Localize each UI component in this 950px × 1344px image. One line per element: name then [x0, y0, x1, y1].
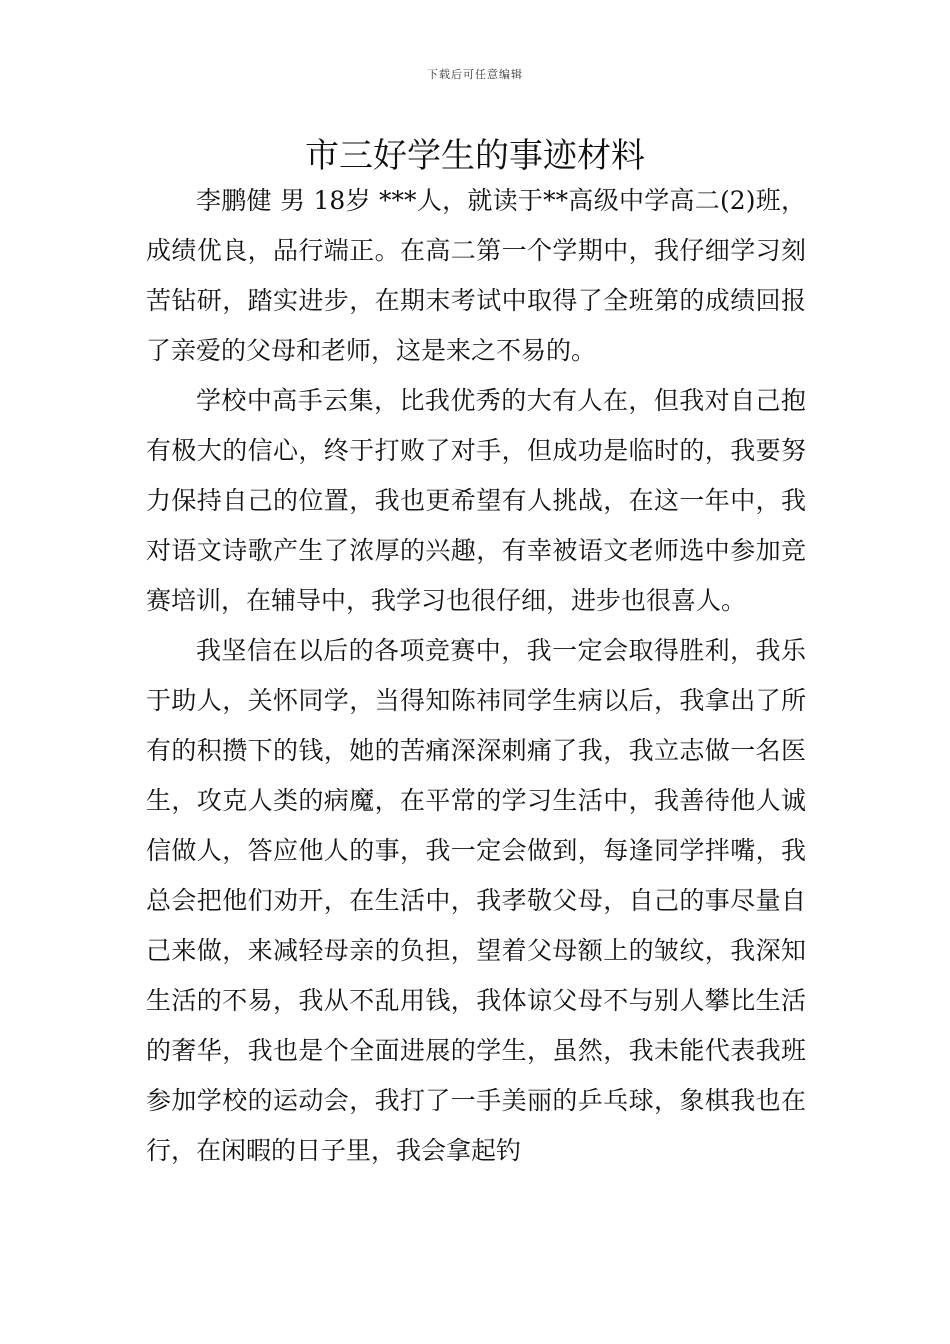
paragraph-2: 学校中高手云集，比我优秀的大有人在，但我对自己抱有极大的信心，终于打败了对手，但成功是临时的，我要努力保持自己的位置，我也更希望有人挑战，在这一年中，我对语文诗歌产生了浓厚的兴趣，有幸被语文老师选中参加竞赛培训，在辅导中，我学习也很仔细，进步也很喜人。: [146, 386, 806, 615]
document-title: 市三好学生的事迹材料: [305, 136, 645, 176]
document-body: [146, 176, 806, 1176]
paragraph-1: 李鹏健 男 18岁 ***人，就读于**高级中学高二(2)班，成绩优良，品行端正。在高二第一个学期中，我仔细学习刻苦钻研，踏实进步，在期末考试中取得了全班第的成绩回报了亲爱的父母和老师，这是来之不易的。: [146, 186, 806, 365]
paragraph-3: 我坚信在以后的各项竞赛中，我一定会取得胜利，我乐于助人，关怀同学，当得知陈祎同学生病以后，我拿出了所有的积攒下的钱，她的苦痛深深刺痛了我，我立志做一名医生，攻克人类的病魔，在平常的学习生活中，我善待他人诚信做人，答应他人的事，我一定会做到，每逢同学拌嘴，我总会把他们劝开，在生活中，我孝敬父母，自己的事尽量自己来做，来减轻母亲的负担，望着父母额上的皱纹，我深知生活的不易，我从不乱用钱，我体谅父母不与别人攀比生活的奢华，我也是个全面进展的学生，虽然，我未能代表我班参加学校的运动会，我打了一手美丽的乒乓球，象棋我也在行，在闲暇的日子里，我会拿起钓: [146, 636, 806, 1165]
header-note: 下载后可任意编辑: [427, 68, 523, 81]
